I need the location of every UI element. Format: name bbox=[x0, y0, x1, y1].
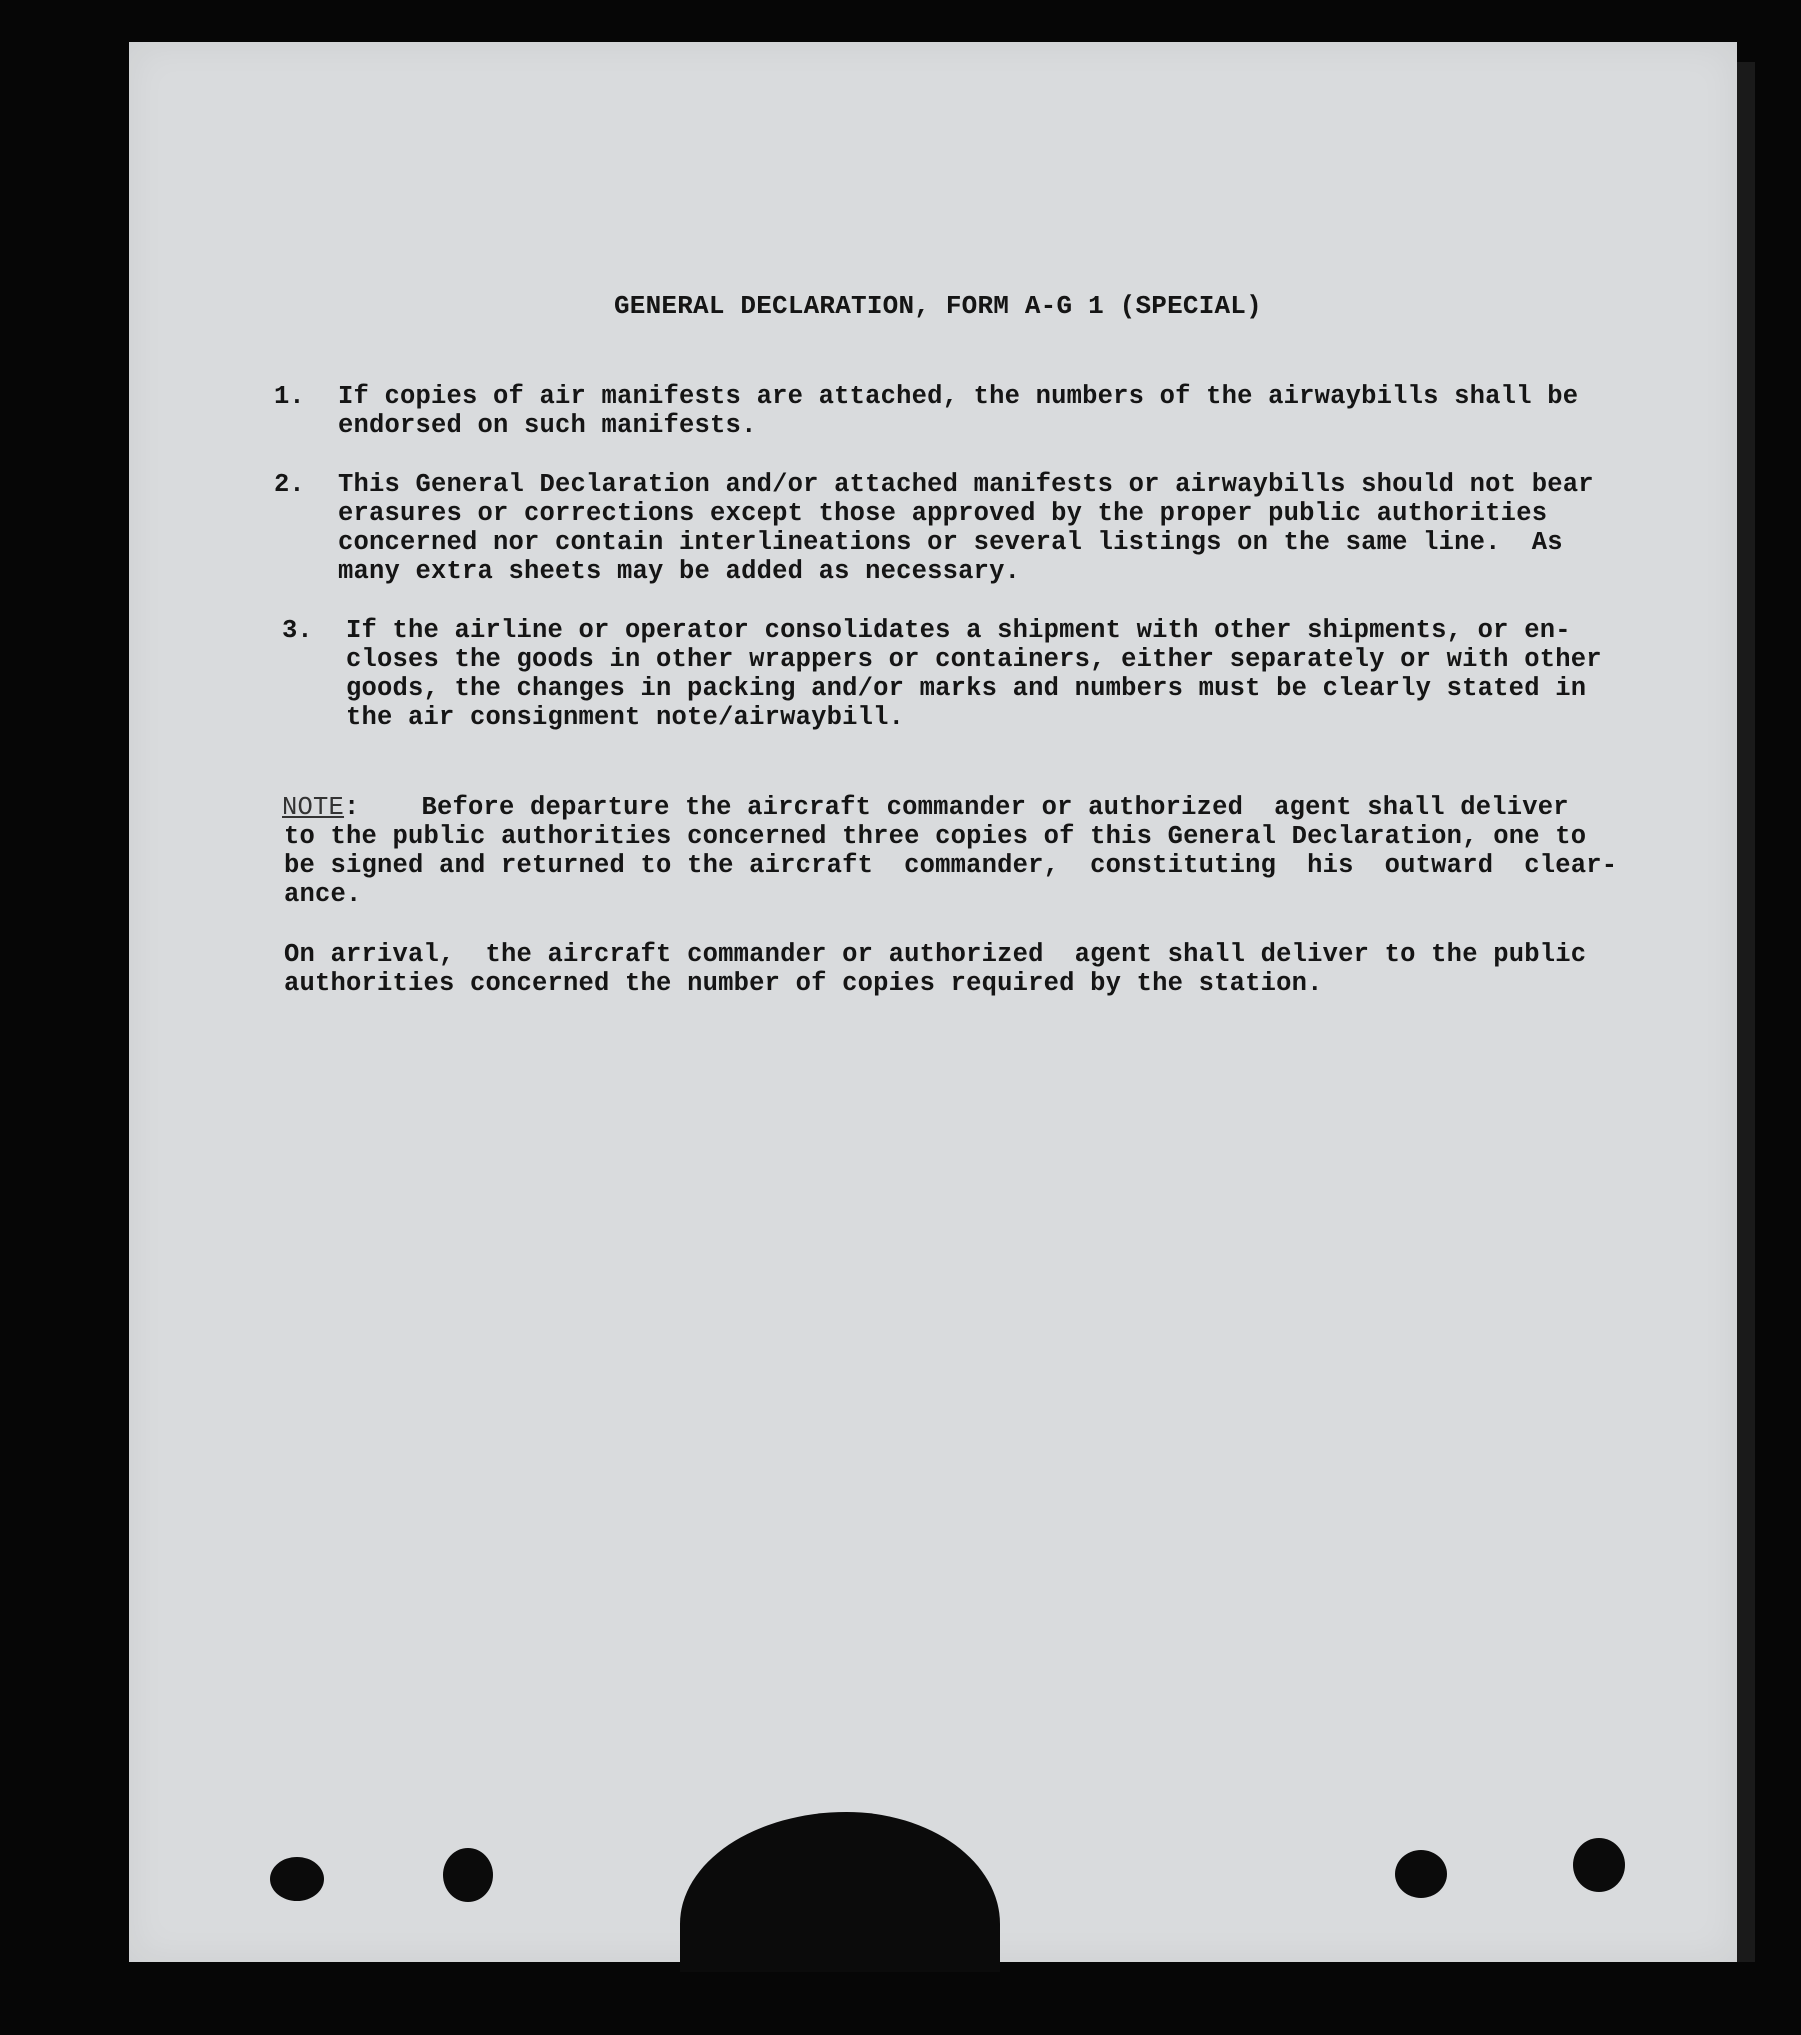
arrival-line-1: On arrival, the aircraft commander or authorized agent shall deliver to the public bbox=[284, 940, 1587, 969]
punch-hole-4 bbox=[1573, 1838, 1625, 1892]
note-colon: : bbox=[344, 793, 360, 822]
item-3-line-2: closes the goods in other wrappers or containers, either separately or with other bbox=[346, 645, 1602, 674]
note-line-2: to the public authorities concerned three copies of this General Declaration, one to bbox=[284, 822, 1587, 851]
item-2-line-4: many extra sheets may be added as necessary. bbox=[338, 557, 1021, 586]
note-paragraph-first-line bbox=[282, 793, 1569, 823]
item-2-line-1: This General Declaration and/or attached manifests or airwaybills should not bear bbox=[338, 470, 1594, 499]
arrival-line-2: authorities concerned the number of copies required by the station. bbox=[284, 969, 1323, 998]
item-3-line-1: If the airline or operator consolidates a shipment with other shipments, or en- bbox=[346, 616, 1571, 645]
item-1-line-1: If copies of air manifests are attached, the numbers of the airwaybills shall be bbox=[338, 382, 1579, 411]
note-label: NOTE bbox=[282, 793, 345, 822]
item-2-line-2: erasures or corrections except those approved by the proper public authorities bbox=[338, 499, 1548, 528]
punch-hole-3 bbox=[1395, 1850, 1447, 1898]
punch-hole-1 bbox=[270, 1857, 324, 1901]
note-line-3: be signed and returned to the aircraft commander, constituting his outward clear- bbox=[284, 851, 1618, 880]
document-title: GENERAL DECLARATION, FORM A-G 1 (SPECIAL) bbox=[614, 291, 1262, 321]
item-1-number: 1. bbox=[274, 382, 305, 411]
note-first-line: Before departure the aircraft commander or authorized agent shall deliver bbox=[359, 793, 1569, 822]
document-page bbox=[129, 42, 1737, 1962]
punch-hole-2 bbox=[443, 1848, 493, 1902]
item-1-line-2: endorsed on such manifests. bbox=[338, 411, 757, 440]
note-line-4: ance. bbox=[284, 880, 362, 909]
item-2-number: 2. bbox=[274, 470, 305, 499]
item-3-number: 3. bbox=[282, 616, 313, 645]
item-3-line-3: goods, the changes in packing and/or marks and numbers must be clearly stated in bbox=[346, 674, 1587, 703]
item-3-line-4: the air consignment note/airwaybill. bbox=[346, 703, 905, 732]
item-2-line-3: concerned nor contain interlineations or several listings on the same line. As bbox=[338, 528, 1563, 557]
